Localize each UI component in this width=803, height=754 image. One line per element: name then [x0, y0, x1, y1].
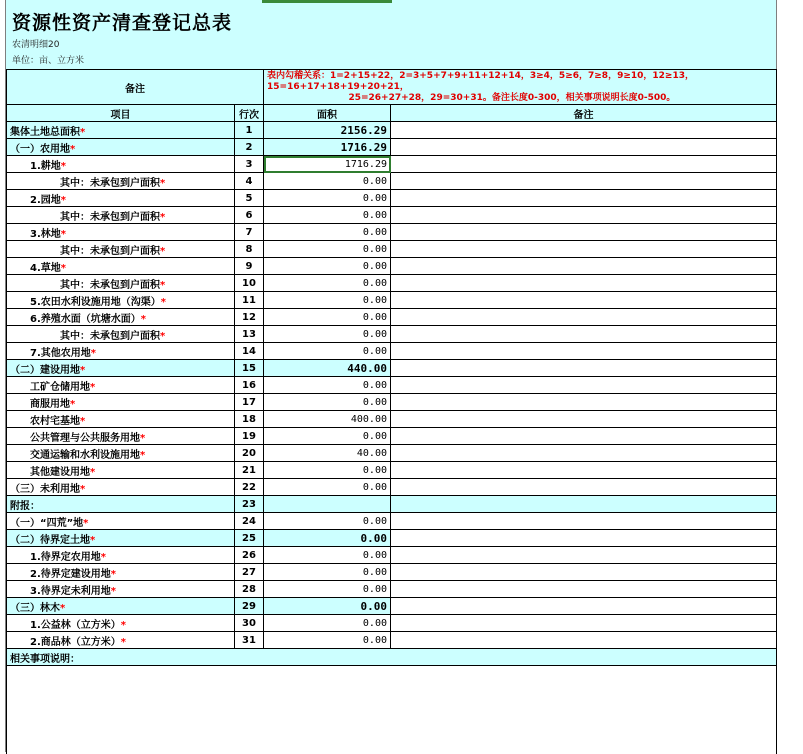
- required-mark: *: [91, 348, 96, 359]
- row-area-cell[interactable]: 0.00: [264, 241, 391, 258]
- table-row: [7, 173, 777, 190]
- row-remark-cell[interactable]: [391, 530, 777, 547]
- required-mark: *: [83, 518, 88, 529]
- row-area-cell[interactable]: 0.00: [264, 564, 391, 581]
- required-mark: *: [70, 144, 75, 155]
- row-item-label: 工矿仓储用地: [30, 382, 90, 393]
- note-label: 备注: [7, 70, 264, 105]
- required-mark: *: [61, 161, 66, 172]
- row-item-label: 集体土地总面积: [10, 127, 80, 138]
- row-area-cell[interactable]: 40.00: [264, 445, 391, 462]
- page-title: 资源性资产清查登记总表: [12, 8, 232, 35]
- required-mark: *: [160, 178, 165, 189]
- row-remark-cell[interactable]: [391, 241, 777, 258]
- table-row: [7, 326, 777, 343]
- table-row: [7, 479, 777, 496]
- row-item-name: [7, 428, 235, 445]
- inventory-table: [6, 69, 777, 754]
- row-item-label: （一）农用地: [10, 144, 70, 155]
- row-remark-cell[interactable]: [391, 343, 777, 360]
- table-row: [7, 615, 777, 632]
- row-line-number: 7: [235, 224, 264, 241]
- row-area-cell[interactable]: 400.00: [264, 411, 391, 428]
- row-item-name: [7, 241, 235, 258]
- sheet-header: [6, 0, 776, 69]
- row-item-label: 1.耕地: [30, 161, 61, 172]
- row-line-number: 28: [235, 581, 264, 598]
- row-area-cell[interactable]: 0.00: [264, 173, 391, 190]
- required-mark: *: [140, 450, 145, 461]
- row-item-name: [7, 615, 235, 632]
- row-remark-cell[interactable]: [391, 581, 777, 598]
- row-area-cell[interactable]: 0.00: [264, 258, 391, 275]
- row-item-label: （三）林木: [10, 603, 60, 614]
- row-area-cell[interactable]: 0.00: [264, 343, 391, 360]
- row-line-number: 19: [235, 428, 264, 445]
- row-item-name: [7, 377, 235, 394]
- row-item-name: [7, 156, 235, 173]
- table-row: [7, 258, 777, 275]
- row-area-cell[interactable]: 0.00: [264, 581, 391, 598]
- row-line-number: 26: [235, 547, 264, 564]
- row-line-number: 4: [235, 173, 264, 190]
- row-line-number: 11: [235, 292, 264, 309]
- row-line-number: 15: [235, 360, 264, 377]
- row-line-number: 18: [235, 411, 264, 428]
- row-item-name: [7, 207, 235, 224]
- row-line-number: 5: [235, 190, 264, 207]
- row-remark-cell[interactable]: [391, 309, 777, 326]
- row-line-number: 16: [235, 377, 264, 394]
- row-area-cell[interactable]: 0.00: [264, 428, 391, 445]
- required-mark: *: [80, 127, 85, 138]
- row-area-cell[interactable]: 0.00: [264, 377, 391, 394]
- row-item-label: 2.园地: [30, 195, 61, 206]
- row-line-number: 29: [235, 598, 264, 615]
- table-row: [7, 241, 777, 258]
- required-mark: *: [160, 331, 165, 342]
- row-item-name: [7, 309, 235, 326]
- row-remark-cell[interactable]: [391, 513, 777, 530]
- row-remark-cell[interactable]: [391, 411, 777, 428]
- row-line-number: 3: [235, 156, 264, 173]
- row-area-cell[interactable]: 0.00: [264, 275, 391, 292]
- row-item-label: 2.商品林（立方米）: [30, 637, 121, 648]
- row-item-name: [7, 513, 235, 530]
- worksheet: [5, 0, 777, 752]
- required-mark: *: [61, 263, 66, 274]
- row-remark-cell[interactable]: [391, 207, 777, 224]
- row-remark-cell[interactable]: [391, 173, 777, 190]
- row-item-label: 1.待界定农用地: [30, 552, 101, 563]
- row-item-label: 其中：未承包到户面积: [60, 212, 160, 223]
- row-line-number: 10: [235, 275, 264, 292]
- required-mark: *: [101, 552, 106, 563]
- row-item-label: 公共管理与公共服务用地: [30, 433, 140, 444]
- table-row: [7, 139, 777, 156]
- required-mark: *: [61, 229, 66, 240]
- row-line-number: 27: [235, 564, 264, 581]
- row-item-name: [7, 173, 235, 190]
- row-remark-cell[interactable]: [391, 428, 777, 445]
- column-header-remark: 备注: [391, 105, 777, 122]
- row-item-label: （三）未利用地: [10, 484, 80, 495]
- row-line-number: 25: [235, 530, 264, 547]
- row-item-name: [7, 479, 235, 496]
- row-remark-cell[interactable]: [391, 615, 777, 632]
- row-remark-cell[interactable]: [391, 394, 777, 411]
- required-mark: *: [80, 484, 85, 495]
- table-row: [7, 190, 777, 207]
- row-item-label: 其他建设用地: [30, 467, 90, 478]
- table-row: [7, 343, 777, 360]
- row-area-cell[interactable]: 0.00: [264, 190, 391, 207]
- row-item-label: 其中：未承包到户面积: [60, 331, 160, 342]
- row-remark-cell[interactable]: [391, 479, 777, 496]
- column-header-row: [7, 105, 777, 122]
- table-row: [7, 411, 777, 428]
- row-area-cell[interactable]: 2156.29: [264, 122, 391, 139]
- required-mark: *: [60, 603, 65, 614]
- table-row: [7, 564, 777, 581]
- row-area-cell[interactable]: 0.00: [264, 309, 391, 326]
- row-remark-cell[interactable]: [391, 122, 777, 139]
- row-area-cell[interactable]: 0.00: [264, 530, 391, 547]
- row-item-name: [7, 547, 235, 564]
- row-item-label: （一）“四荒”地: [10, 518, 83, 529]
- row-area-cell[interactable]: [264, 496, 391, 513]
- row-remark-cell[interactable]: [391, 445, 777, 462]
- row-line-number: 22: [235, 479, 264, 496]
- row-item-name: [7, 496, 235, 513]
- row-remark-cell[interactable]: [391, 258, 777, 275]
- table-row: [7, 632, 777, 649]
- column-header-line: 行次: [235, 105, 264, 122]
- row-item-name: [7, 292, 235, 309]
- row-line-number: 17: [235, 394, 264, 411]
- required-mark: *: [160, 280, 165, 291]
- row-item-name: [7, 224, 235, 241]
- row-area-cell[interactable]: 0.00: [264, 224, 391, 241]
- row-item-name: [7, 258, 235, 275]
- row-item-name: [7, 139, 235, 156]
- row-remark-cell[interactable]: [391, 462, 777, 479]
- required-mark: *: [61, 195, 66, 206]
- row-item-label: 4.草地: [30, 263, 61, 274]
- row-line-number: 9: [235, 258, 264, 275]
- row-area-cell[interactable]: 0.00: [264, 513, 391, 530]
- row-item-name: [7, 462, 235, 479]
- row-item-name: [7, 190, 235, 207]
- note-text[interactable]: 表内勾稽关系：1=2+15+22，2=3+5+7+9+11+12+14，3≥4，5≥6，7≥8，9≥10，12≥13， 15=16+17+18+19+20+21， 25=26+27+28，29=30+31。备注长度0-300，相关事项说明长度0-500。: [264, 70, 777, 105]
- required-mark: *: [141, 314, 146, 325]
- table-row: [7, 445, 777, 462]
- row-item-name: [7, 598, 235, 615]
- row-line-number: 13: [235, 326, 264, 343]
- row-item-name: [7, 394, 235, 411]
- row-area-cell[interactable]: 440.00: [264, 360, 391, 377]
- row-remark-cell[interactable]: [391, 190, 777, 207]
- row-line-number: 31: [235, 632, 264, 649]
- row-line-number: 20: [235, 445, 264, 462]
- row-line-number: 1: [235, 122, 264, 139]
- required-mark: *: [161, 297, 166, 308]
- row-area-cell[interactable]: 0.00: [264, 394, 391, 411]
- required-mark: *: [80, 365, 85, 376]
- required-mark: *: [160, 246, 165, 257]
- row-item-label: 附报：: [10, 501, 40, 512]
- row-remark-cell[interactable]: [391, 224, 777, 241]
- row-line-number: 8: [235, 241, 264, 258]
- row-remark-cell[interactable]: [391, 632, 777, 649]
- row-line-number: 21: [235, 462, 264, 479]
- row-remark-cell[interactable]: [391, 156, 777, 173]
- row-line-number: 6: [235, 207, 264, 224]
- row-item-label: 商服用地: [30, 399, 70, 410]
- table-row: [7, 309, 777, 326]
- row-item-name: [7, 445, 235, 462]
- table-row: [7, 156, 777, 173]
- unit-label: 单位：亩、立方米: [12, 53, 84, 66]
- related-notes-input[interactable]: [7, 666, 777, 754]
- required-mark: *: [111, 569, 116, 580]
- row-item-label: （二）待界定土地: [10, 535, 90, 546]
- row-line-number: 2: [235, 139, 264, 156]
- row-item-label: 其中：未承包到户面积: [60, 246, 160, 257]
- row-item-name: [7, 122, 235, 139]
- row-line-number: 14: [235, 343, 264, 360]
- row-area-cell[interactable]: 0.00: [264, 547, 391, 564]
- row-remark-cell[interactable]: [391, 275, 777, 292]
- table-row: [7, 122, 777, 139]
- row-area-cell[interactable]: 0.00: [264, 326, 391, 343]
- related-notes-label: 相关事项说明：: [7, 649, 777, 666]
- row-area-cell[interactable]: 1716.29: [264, 139, 391, 156]
- table-row: [7, 224, 777, 241]
- column-header-area: 面积: [264, 105, 391, 122]
- row-remark-cell[interactable]: [391, 496, 777, 513]
- row-remark-cell[interactable]: [391, 326, 777, 343]
- required-mark: *: [90, 467, 95, 478]
- table-row: [7, 377, 777, 394]
- required-mark: *: [140, 433, 145, 444]
- row-remark-cell[interactable]: [391, 139, 777, 156]
- required-mark: *: [70, 399, 75, 410]
- required-mark: *: [90, 382, 95, 393]
- table-row: [7, 275, 777, 292]
- table-row: [7, 547, 777, 564]
- row-item-name: [7, 530, 235, 547]
- required-mark: *: [80, 416, 85, 427]
- table-row: [7, 207, 777, 224]
- row-item-label: 其中：未承包到户面积: [60, 178, 160, 189]
- row-item-label: 7.其他农用地: [30, 348, 91, 359]
- row-item-label: 1.公益林（立方米）: [30, 620, 121, 631]
- table-row: [7, 462, 777, 479]
- table-row: [7, 598, 777, 615]
- active-column-indicator: [262, 0, 392, 3]
- row-line-number: 30: [235, 615, 264, 632]
- row-item-name: [7, 326, 235, 343]
- required-mark: *: [160, 212, 165, 223]
- row-area-cell[interactable]: 0.00: [264, 207, 391, 224]
- required-mark: *: [90, 535, 95, 546]
- row-item-name: [7, 411, 235, 428]
- row-item-label: 农村宅基地: [30, 416, 80, 427]
- row-area-cell[interactable]: 0.00: [264, 615, 391, 632]
- required-mark: *: [121, 620, 126, 631]
- row-item-name: [7, 581, 235, 598]
- required-mark: *: [121, 637, 126, 648]
- row-remark-cell[interactable]: [391, 360, 777, 377]
- row-item-label: 2.待界定建设用地: [30, 569, 111, 580]
- row-area-cell[interactable]: 0.00: [264, 632, 391, 649]
- table-row: [7, 360, 777, 377]
- table-row: [7, 530, 777, 547]
- row-remark-cell[interactable]: [391, 292, 777, 309]
- row-area-cell[interactable]: 0.00: [264, 598, 391, 615]
- row-item-name: [7, 632, 235, 649]
- row-item-label: 其中：未承包到户面积: [60, 280, 160, 291]
- table-row: [7, 428, 777, 445]
- row-area-cell[interactable]: 0.00: [264, 292, 391, 309]
- row-item-label: 5.农田水利设施用地（沟渠）: [30, 297, 161, 308]
- row-item-label: （二）建设用地: [10, 365, 80, 376]
- row-area-cell[interactable]: 0.00: [264, 462, 391, 479]
- row-area-cell[interactable]: 0.00: [264, 479, 391, 496]
- row-item-label: 3.林地: [30, 229, 61, 240]
- table-row: [7, 496, 777, 513]
- row-item-name: [7, 564, 235, 581]
- row-remark-cell[interactable]: [391, 564, 777, 581]
- table-row: [7, 394, 777, 411]
- row-line-number: 24: [235, 513, 264, 530]
- column-header-item: 项目: [7, 105, 235, 122]
- table-row: [7, 513, 777, 530]
- row-item-label: 6.养殖水面（坑塘水面）: [30, 314, 141, 325]
- row-item-label: 3.待界定未利用地: [30, 586, 111, 597]
- row-area-cell[interactable]: 1716.29: [264, 156, 391, 173]
- form-code: 农清明细20: [12, 37, 59, 50]
- table-row: [7, 581, 777, 598]
- row-remark-cell[interactable]: [391, 377, 777, 394]
- row-line-number: 12: [235, 309, 264, 326]
- required-mark: *: [111, 586, 116, 597]
- row-item-name: [7, 275, 235, 292]
- row-item-name: [7, 343, 235, 360]
- row-item-label: 交通运输和水利设施用地: [30, 450, 140, 461]
- row-remark-cell[interactable]: [391, 598, 777, 615]
- row-remark-cell[interactable]: [391, 547, 777, 564]
- table-row: [7, 292, 777, 309]
- row-line-number: 23: [235, 496, 264, 513]
- row-item-name: [7, 360, 235, 377]
